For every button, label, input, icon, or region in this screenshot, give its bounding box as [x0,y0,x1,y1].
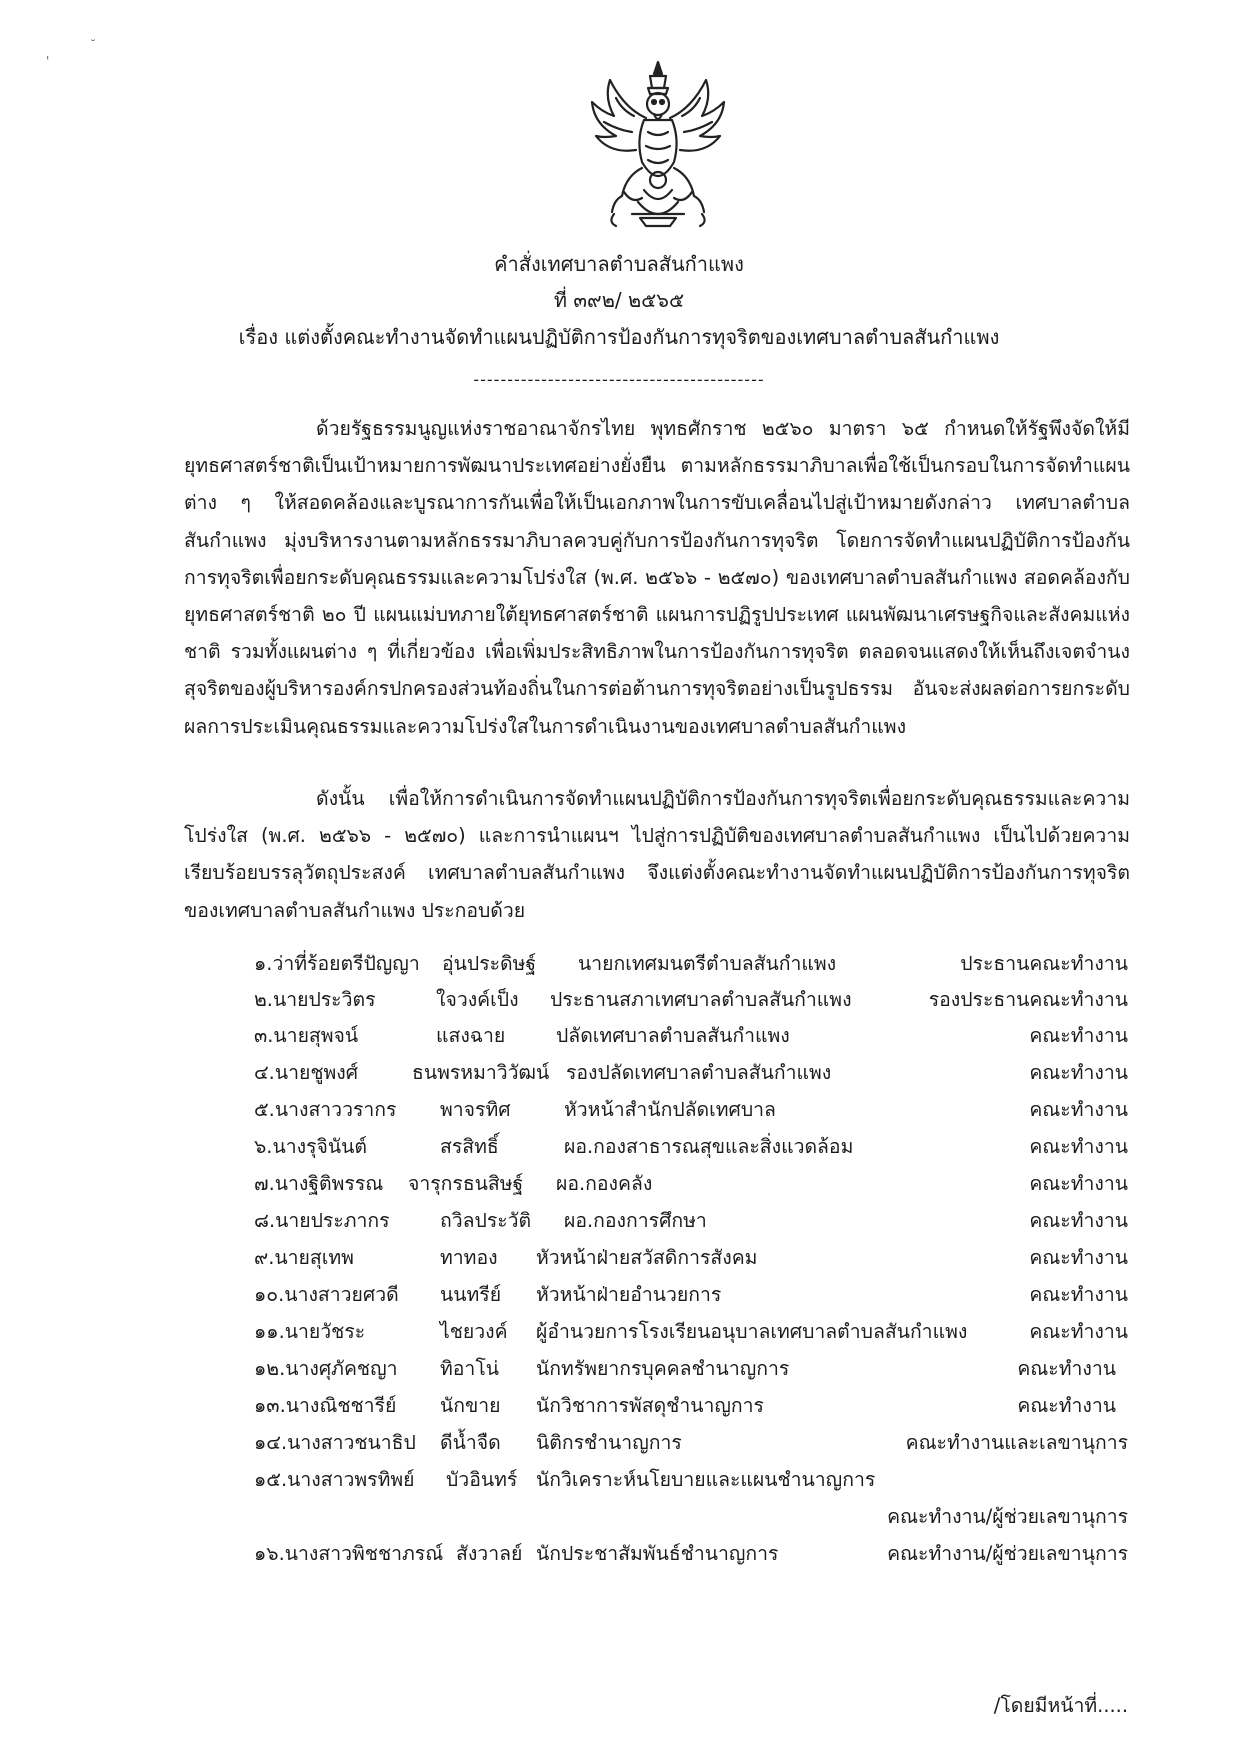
member-position: นักวิเคราะห์นโยบายและแผนชำนาญการ [536,1468,876,1491]
member-row [0,1314,1238,1350]
member-role: คณะทำงาน [1017,1357,1116,1380]
member-name: ๑๐.นางสาวยศวดี [254,1283,399,1306]
member-role: คณะทำงาน [1029,1024,1128,1047]
member-list [0,946,1238,1606]
member-surname: จารุกรธนสิษฐ์ [408,1172,524,1195]
member-role: คณะทำงาน [1029,1172,1128,1195]
member-name: ๑.ว่าที่ร้อยตรีปัญญา [254,952,420,975]
member-surname: แสงฉาย [436,1024,506,1047]
member-row [0,1018,1238,1054]
member-position: หัวหน้าฝ่ายสวัสดิการสังคม [536,1246,758,1269]
member-name: ๒.นายประวิตร [254,988,376,1011]
member-name: ๑๓.นางณิชชารีย์ [254,1394,397,1417]
member-role: คณะทำงาน [1029,1135,1128,1158]
member-position: นักวิชาการพัสดุชำนาญการ [536,1394,764,1417]
member-row [0,1203,1238,1239]
member-name: ๑๔.นางสาวชนาธิป [254,1431,416,1454]
member-row [0,1388,1238,1424]
member-surname: ไชยวงค์ [440,1320,508,1343]
member-surname: อุ่นประดิษฐ์ [442,952,537,975]
member-role: คณะทำงาน [1029,1283,1128,1306]
member-position: นิติกรชำนาญการ [536,1431,682,1454]
member-surname: พาจรทิศ [440,1098,511,1121]
member-surname: ถวิลประวัติ [440,1209,532,1232]
member-position: ผอ.กองสาธารณสุขและสิ่งแวดล้อม [564,1135,854,1158]
member-position: นายกเทศมนตรีตำบลสันกำแพง [578,952,837,975]
member-position: หัวหน้าสำนักปลัดเทศบาล [564,1098,776,1121]
member-position: ผอ.กองการศึกษา [564,1209,707,1232]
member-role: คณะทำงาน/ผู้ช่วยเลขานุการ [887,1542,1128,1565]
header-divider: ------------------------------------------- [473,370,765,389]
member-row [0,1351,1238,1387]
body-paragraph-1: ด้วยรัฐธรรมนูญแห่งราชอาณาจักรไทย พุทธศักราช ๒๕๖๐ มาตรา ๖๕ กำหนดให้รัฐพึงจัดให้มียุทธศาสตร์ชาติเป็นเป้าหมายการพัฒนาประเทศอย่างยั่งยืน ตามหลักธรรมาภิบาลเพื่อใช้เป็นกรอบในการจัดทำแผนต่าง ๆ ให้สอดคล้องและบูรณาการกันเพื่อให้เป็นเอกภาพในการขับเคลื่อนไปสู่เป้าหมายดังกล่าว เทศบาลตำบลสันกำแพง มุ่งบริหารงานตามหลักธรรมาภิบาลควบคู่กับการป้องกันการทุจริต โดยการจัดทำแผนปฏิบัติการป้องกันการทุจริตเพื่อยกระดับคุณธรรมและความโปร่งใส (พ.ศ. ๒๕๖๖ - ๒๕๗๐) ของเทศบาลตำบลสันกำแพง สอดคล้องกับยุทธศาสตร์ชาติ ๒๐ ปี แผนแม่บทภายใต้ยุทธศาสตร์ชาติ แผนการปฏิรูปประเทศ แผนพัฒนาเศรษฐกิจและสังคมแห่งชาติ รวมทั้งแผนต่าง ๆ ที่เกี่ยวข้อง เพื่อเพิ่มประสิทธิภาพในการป้องกันการทุจริต ตลอดจนแสดงให้เห็นถึงเจตจำนงสุจริตของผู้บริหารองค์กรปกครองส่วนท้องถิ่นในการต่อต้านการทุจริตอย่างเป็นรูปธรรม อันจะส่งผลต่อการยกระดับผลการประเมินคุณธรรมและความโปร่งใสในการดำเนินงานของเทศบาลตำบลสันกำแพง [184,417,1130,738]
member-row [0,1129,1238,1165]
member-name: ๙.นายสุเทพ [254,1246,354,1269]
member-surname: บัวอินทร์ [446,1468,518,1491]
member-position: ปลัดเทศบาลตำบลสันกำแพง [556,1024,790,1047]
member-surname: ธนพรหมาวิวัฒน์ [412,1061,550,1084]
member-row [0,1240,1238,1276]
member-row [0,1462,1238,1498]
member-position: นักประชาสัมพันธ์ชำนาญการ [536,1542,779,1565]
member-position: หัวหน้าฝ่ายอำนวยการ [536,1283,722,1306]
member-role: รองประธานคณะทำงาน [928,988,1128,1011]
scan-speck: ' [46,54,50,68]
member-position: ผู้อำนวยการโรงเรียนอนุบาลเทศบาลตำบลสันกำแพง [536,1320,968,1343]
member-row [0,1536,1238,1572]
continuation-note: /โดยมีหน้าที่..... [993,1694,1128,1717]
member-surname: นนทรีย์ [440,1283,502,1306]
member-role: คณะทำงาน [1017,1394,1116,1417]
member-row-continued [0,1499,1238,1535]
member-name: ๑๖.นางสาวพิชชาภรณ์ [254,1542,444,1565]
member-surname: ทิอาโน่ [440,1357,499,1380]
member-name: ๔.นายชูพงศ์ [254,1061,359,1084]
member-row [0,1277,1238,1313]
member-name: ๑๑.นายวัชระ [254,1320,366,1343]
member-role: คณะทำงาน [1029,1209,1128,1232]
member-surname: ใจวงค์เป็ง [436,988,519,1011]
order-subject: เรื่อง แต่งตั้งคณะทำงานจัดทำแผนปฏิบัติการป้องกันการทุจริตของเทศบาลตำบลสันกำแพง [238,325,1000,349]
member-surname: สังวาลย์ [456,1542,523,1565]
member-name: ๖.นางรุจินันต์ [254,1135,367,1158]
member-name: ๑๒.นางศุภัคชญา [254,1357,398,1380]
member-position: รองปลัดเทศบาลตำบลสันกำแพง [566,1061,832,1084]
member-name: ๓.นายสุพจน์ [254,1024,359,1047]
member-role: คณะทำงาน [1029,1098,1128,1121]
member-name: ๗.นางฐิติพรรณ [254,1172,384,1195]
member-name: ๘.นายประภากร [254,1209,390,1232]
member-position: ประธานสภาเทศบาลตำบลสันกำแพง [550,988,852,1011]
member-row [0,1166,1238,1202]
member-row [0,1055,1238,1091]
member-surname: สรสิทธิ์ [440,1135,499,1158]
scan-speck: ˘ [90,38,96,52]
member-role: คณะทำงาน [1029,1320,1128,1343]
member-name: ๕.นางสาววรากร [254,1098,397,1121]
member-position: นักทรัพยากรบุคคลชำนาญการ [536,1357,790,1380]
member-role: คณะทำงาน/ผู้ช่วยเลขานุการ [887,1505,1128,1528]
body-paragraph-2: ดังนั้น เพื่อให้การดำเนินการจัดทำแผนปฏิบัติการป้องกันการทุจริตเพื่อยกระดับคุณธรรมและความโปร่งใส (พ.ศ. ๒๕๖๖ - ๒๕๗๐) และการนำแผนฯ ไปสู่การปฏิบัติของเทศบาลตำบลสันกำแพง เป็นไปด้วยความเรียบร้อยบรรลุวัตถุประสงค์ เทศบาลตำบลสันกำแพง จึงแต่งตั้งคณะทำงานจัดทำแผนปฏิบัติการป้องกันการทุจริตของเทศบาลตำบลสันกำแพง ประกอบด้วย [184,787,1130,922]
member-role: คณะทำงาน [1029,1246,1128,1269]
member-surname: นักขาย [440,1394,501,1417]
member-role: ประธานคณะทำงาน [960,952,1128,975]
member-role: คณะทำงานและเลขานุการ [905,1431,1128,1454]
order-number: ที่ ๓๙๒/ ๒๕๖๕ [553,288,685,312]
order-title: คำสั่งเทศบาลตำบลสันกำแพง [494,252,744,276]
garuda-emblem-icon [584,58,732,230]
member-row [0,982,1238,1018]
member-position: ผอ.กองคลัง [556,1172,653,1195]
member-row [0,1425,1238,1461]
member-row [0,1092,1238,1128]
member-role: คณะทำงาน [1029,1061,1128,1084]
member-name: ๑๕.นางสาวพรทิพย์ [254,1468,415,1491]
member-surname: ทาทอง [440,1246,498,1269]
member-row [0,946,1238,982]
member-surname: ดีน้ำจืด [440,1431,501,1454]
